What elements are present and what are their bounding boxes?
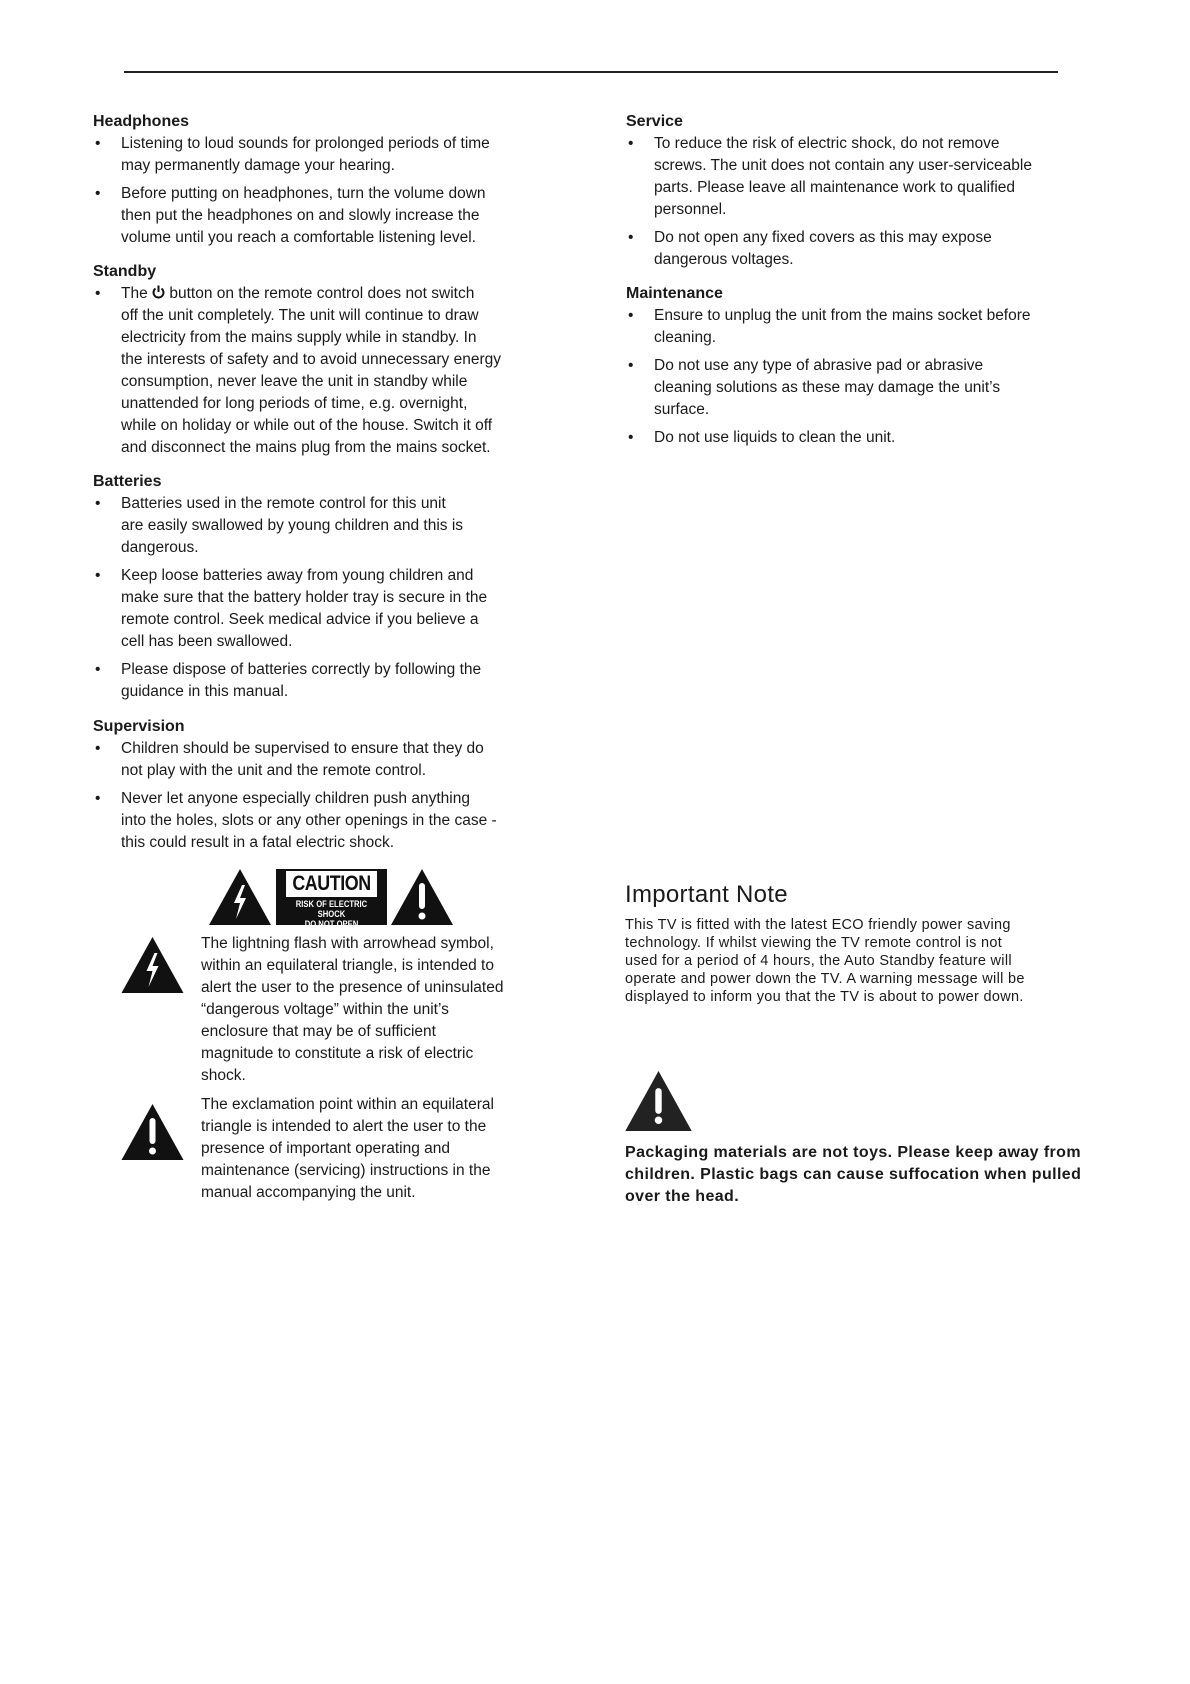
bullet-text: Never let anyone especially children push anything into the holes, slots or any other openings in the case - this could result in a fatal electric shock. bbox=[121, 790, 497, 851]
bullet-item bbox=[626, 133, 1096, 221]
section-title: Headphones bbox=[93, 113, 190, 130]
header-rule bbox=[124, 71, 1058, 73]
bullet: • bbox=[95, 495, 101, 512]
exclamation-warning-icon bbox=[625, 1071, 692, 1131]
bullet-text: Before putting on headphones, turn the volume down then put the headphones on and slowly increase the volume until you reach a comfortable listening level. bbox=[121, 185, 486, 246]
lightning-description: The lightning flash with arrowhead symbol, within an equilateral triangle, is intended to alert the user to the presence of uninsulated “dangerous voltage” within the unit’s enclosure that may be of sufficient magnitude to constitute a risk of electric shock. bbox=[201, 935, 504, 1084]
bullet-text: Children should be supervised to ensure that they do not play with the unit and the remote control. bbox=[121, 740, 484, 779]
bullet-item bbox=[93, 659, 563, 703]
bullet: • bbox=[628, 429, 634, 446]
bullet: • bbox=[95, 185, 101, 202]
bullet-item bbox=[93, 183, 563, 249]
bullet-text: Batteries used in the remote control for this unit are easily swallowed by young children and this is dangerous. bbox=[121, 495, 464, 556]
section-service bbox=[626, 111, 1096, 277]
bullet-item bbox=[626, 227, 1096, 271]
bullet-item bbox=[626, 355, 1096, 421]
section-title: Standby bbox=[93, 263, 157, 280]
bullet-item bbox=[93, 493, 563, 559]
bullet-text: Ensure to unplug the unit from the mains socket before cleaning. bbox=[654, 307, 1031, 346]
bullet: • bbox=[628, 357, 634, 374]
bullet-text: Keep loose batteries away from young children and make sure that the battery holder tray is secure in the remote control. Seek medical advice if you believe a cell has been swallowed. bbox=[121, 567, 488, 650]
caution-line1: RISK OF ELECTRIC SHOCK bbox=[295, 899, 368, 919]
bullet: • bbox=[628, 229, 634, 246]
section-headphones bbox=[93, 111, 563, 255]
bullet: • bbox=[95, 790, 101, 807]
important-note-text: This TV is fitted with the latest ECO friendly power saving technology. If whilst viewing the TV remote control is not used for a period of 4 hours, the Auto Standby feature will operate and power down the TV. A warning message will be displayed to inform you that the TV is about to power down. bbox=[625, 917, 1025, 1005]
section-title: Batteries bbox=[93, 473, 162, 490]
bullet-text: The bbox=[121, 285, 148, 302]
important-note-title: Important Note bbox=[625, 881, 788, 908]
bullet: • bbox=[95, 135, 101, 152]
bullet: • bbox=[95, 740, 101, 757]
section-title: Maintenance bbox=[626, 285, 723, 302]
caution-label bbox=[276, 869, 387, 929]
bullet-item bbox=[93, 788, 563, 854]
caution-line2: DO NOT OPEN bbox=[304, 919, 359, 929]
lightning-warning-icon bbox=[121, 937, 184, 993]
bullet-text: off the unit completely. The unit will continue to draw electricity from the mains supply while in standby. In the interests of safety and to avoid unnecessary energy consumption, never leave the unit in standby while unattended for long periods of time, e.g. overnight, while on holiday or while out of the house. Switch it off and disconnect the mains plug from the mains socket. bbox=[121, 307, 501, 456]
bullet-item bbox=[93, 738, 563, 782]
bullet-item bbox=[93, 283, 563, 459]
bullet: • bbox=[95, 661, 101, 678]
caution-title: CAUTION bbox=[286, 871, 377, 897]
bullet-item bbox=[626, 427, 1096, 449]
bullet: • bbox=[628, 307, 634, 324]
bullet-text: Please dispose of batteries correctly by following the guidance in this manual. bbox=[121, 661, 482, 700]
bullet-item bbox=[626, 305, 1096, 349]
section-title: Supervision bbox=[93, 718, 185, 735]
bullet-text: Listening to loud sounds for prolonged periods of time may permanently damage your hearing. bbox=[121, 135, 490, 174]
bullet-text: Do not use any type of abrasive pad or abrasive cleaning solutions as these may damage the unit’s surface. bbox=[654, 357, 1001, 418]
bullet-text: Do not open any fixed covers as this may expose dangerous voltages. bbox=[654, 229, 992, 268]
bullet-item bbox=[93, 565, 563, 653]
exclamation-warning-icon bbox=[391, 869, 453, 925]
section-batteries bbox=[93, 471, 563, 709]
exclamation-description: The exclamation point within an equilateral triangle is intended to alert the user to the presence of important operating and maintenance (servicing) instructions in the manual accompanying the unit. bbox=[201, 1096, 494, 1201]
section-title: Service bbox=[626, 113, 683, 130]
bullet: • bbox=[95, 285, 101, 302]
lightning-warning-icon bbox=[209, 869, 271, 925]
bullet: • bbox=[628, 135, 634, 152]
bullet-item bbox=[93, 133, 563, 177]
section-maintenance bbox=[626, 283, 1096, 455]
bullet-text: To reduce the risk of electric shock, do not remove screws. The unit does not contain any user-serviceable parts. Please leave all maintenance work to qualified personnel. bbox=[654, 135, 1032, 218]
power-icon bbox=[152, 285, 165, 299]
exclamation-warning-icon bbox=[121, 1104, 184, 1160]
section-supervision bbox=[93, 716, 563, 860]
packaging-warning: Packaging materials are not toys. Please keep away from children. Plastic bags can cause suffocation when pulled over the head. bbox=[625, 1144, 1082, 1205]
bullet-text: Do not use liquids to clean the unit. bbox=[654, 429, 896, 446]
section-standby bbox=[93, 261, 563, 465]
bullet-text: button on the remote control does not switch bbox=[169, 285, 475, 302]
bullet: • bbox=[95, 567, 101, 584]
